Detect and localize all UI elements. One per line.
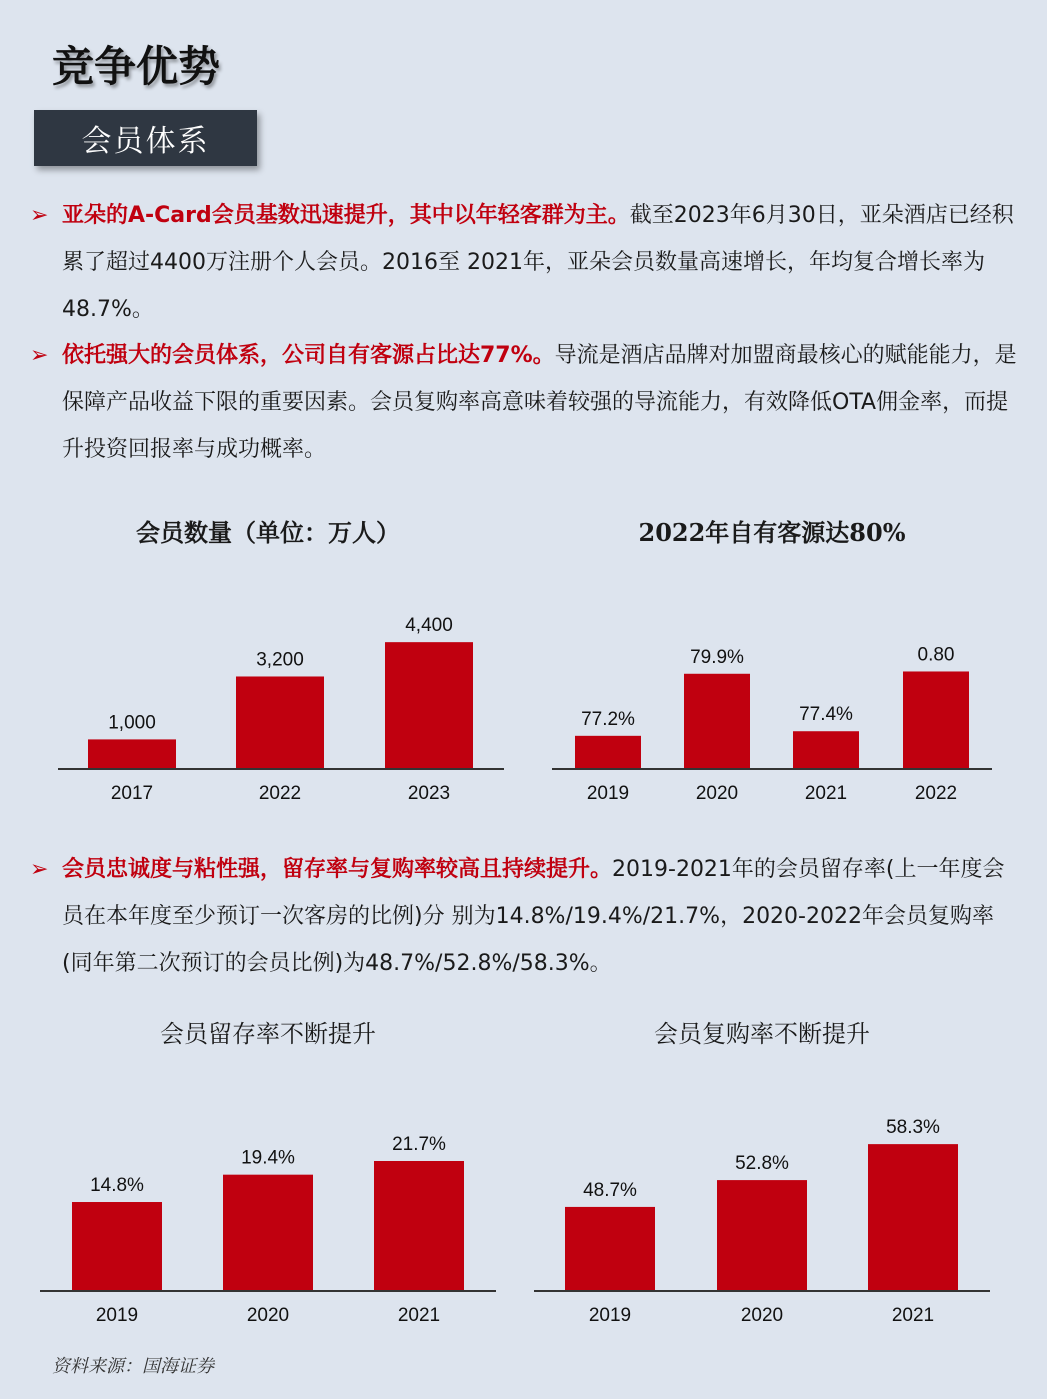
chart-member-count <box>58 505 504 815</box>
data-label: 58.3% <box>886 1117 940 1139</box>
bullet-lead: 会员忠诚度与粘性强，留存率与复购率较高且持续提升。 <box>62 857 613 882</box>
bar <box>717 1180 807 1290</box>
tick-label: 2022 <box>258 783 302 804</box>
chart-title: 2022年自有客源达80% <box>638 518 906 547</box>
bar <box>72 1202 162 1290</box>
tick-label: 2021 <box>891 1305 935 1326</box>
bullet-content <box>62 846 1021 987</box>
bar <box>868 1144 958 1290</box>
tick-label: 2023 <box>407 783 451 804</box>
bullet-lead: 依托强大的会员体系，公司自有客源占比达77%。 <box>62 343 555 368</box>
data-label: 1,000 <box>108 712 156 734</box>
bar <box>575 736 641 768</box>
bar <box>223 1175 313 1290</box>
data-label: 48.7% <box>583 1179 637 1201</box>
tick-label: 2019 <box>588 1305 632 1326</box>
bar-chart <box>534 1010 990 1340</box>
tick-label: 2021 <box>397 1305 441 1326</box>
bullet-text: 导流是酒店品牌对加盟商最核心的赋能能力，是保障产品收益下限的重要因素。会员复购率高意味着较强的导流能力，有效降低OTA佣金率，而提升投资回报率与成功概率。 <box>62 343 1017 462</box>
section-tag: 会员体系 <box>34 110 257 166</box>
bar-chart <box>58 505 504 815</box>
bar <box>565 1207 655 1290</box>
chart-title: 会员留存率不断提升 <box>160 1020 376 1048</box>
bar <box>793 731 859 768</box>
bar <box>903 671 969 768</box>
bullet-text: 截至2023年6月30日，亚朵酒店已经积累了超过4400万注册个人会员。2016至 2021年，亚朵会员数量高速增长，年均复合增长率为48.7%。 <box>62 203 1014 322</box>
data-label: 21.7% <box>392 1133 446 1155</box>
bullet-content <box>62 332 1021 473</box>
tick-label: 2020 <box>740 1305 784 1326</box>
chart-retention-rate <box>40 1010 496 1340</box>
bar <box>385 642 473 768</box>
chart-own-source <box>552 505 992 815</box>
tick-label: 2021 <box>804 783 848 804</box>
chart-title: 会员复购率不断提升 <box>654 1020 870 1048</box>
data-label: 77.2% <box>581 708 635 730</box>
tick-label: 2017 <box>110 783 154 804</box>
chart-title: 会员数量（单位：万人） <box>136 518 400 547</box>
chart-repurchase-rate <box>534 1010 990 1340</box>
tick-label: 2020 <box>246 1305 290 1326</box>
bullet-point <box>30 332 1021 473</box>
bullet-text: 2019-2021年的会员留存率(上一年度会员在本年度至少预订一次客房的比例)分 别为14.8%/19.4%/21.7%，2020-2022年会员复购率(同年第二次预订的会员比例)为48.7%/52.8%/58.3%。 <box>62 857 1005 976</box>
arrow-bullet-icon: ➢ <box>30 203 49 228</box>
data-label: 4,400 <box>405 615 453 637</box>
source-note: 资料来源：国海证券 <box>52 1356 214 1377</box>
bullet-point <box>30 846 1021 987</box>
data-label: 0.80 <box>917 644 955 666</box>
data-label: 77.4% <box>799 704 853 726</box>
bullet-content <box>62 192 1021 333</box>
bar <box>374 1161 464 1290</box>
bar <box>684 674 750 768</box>
data-label: 52.8% <box>735 1153 789 1175</box>
bar <box>88 739 176 768</box>
bar <box>236 676 324 768</box>
bar-chart <box>40 1010 496 1340</box>
data-label: 19.4% <box>241 1147 295 1169</box>
page-title: 竞争优势 <box>52 42 221 91</box>
bullet-point <box>30 192 1021 333</box>
data-label: 14.8% <box>90 1175 144 1197</box>
bullet-lead: 亚朵的A-Card会员基数迅速提升，其中以年轻客群为主。 <box>62 203 630 228</box>
tick-label: 2019 <box>586 783 630 804</box>
tick-label: 2019 <box>95 1305 139 1326</box>
data-label: 79.9% <box>690 646 744 668</box>
arrow-bullet-icon: ➢ <box>30 857 49 882</box>
tick-label: 2020 <box>695 783 739 804</box>
data-label: 3,200 <box>256 649 304 671</box>
tick-label: 2022 <box>914 783 958 804</box>
arrow-bullet-icon: ➢ <box>30 343 49 368</box>
bar-chart <box>552 505 992 815</box>
